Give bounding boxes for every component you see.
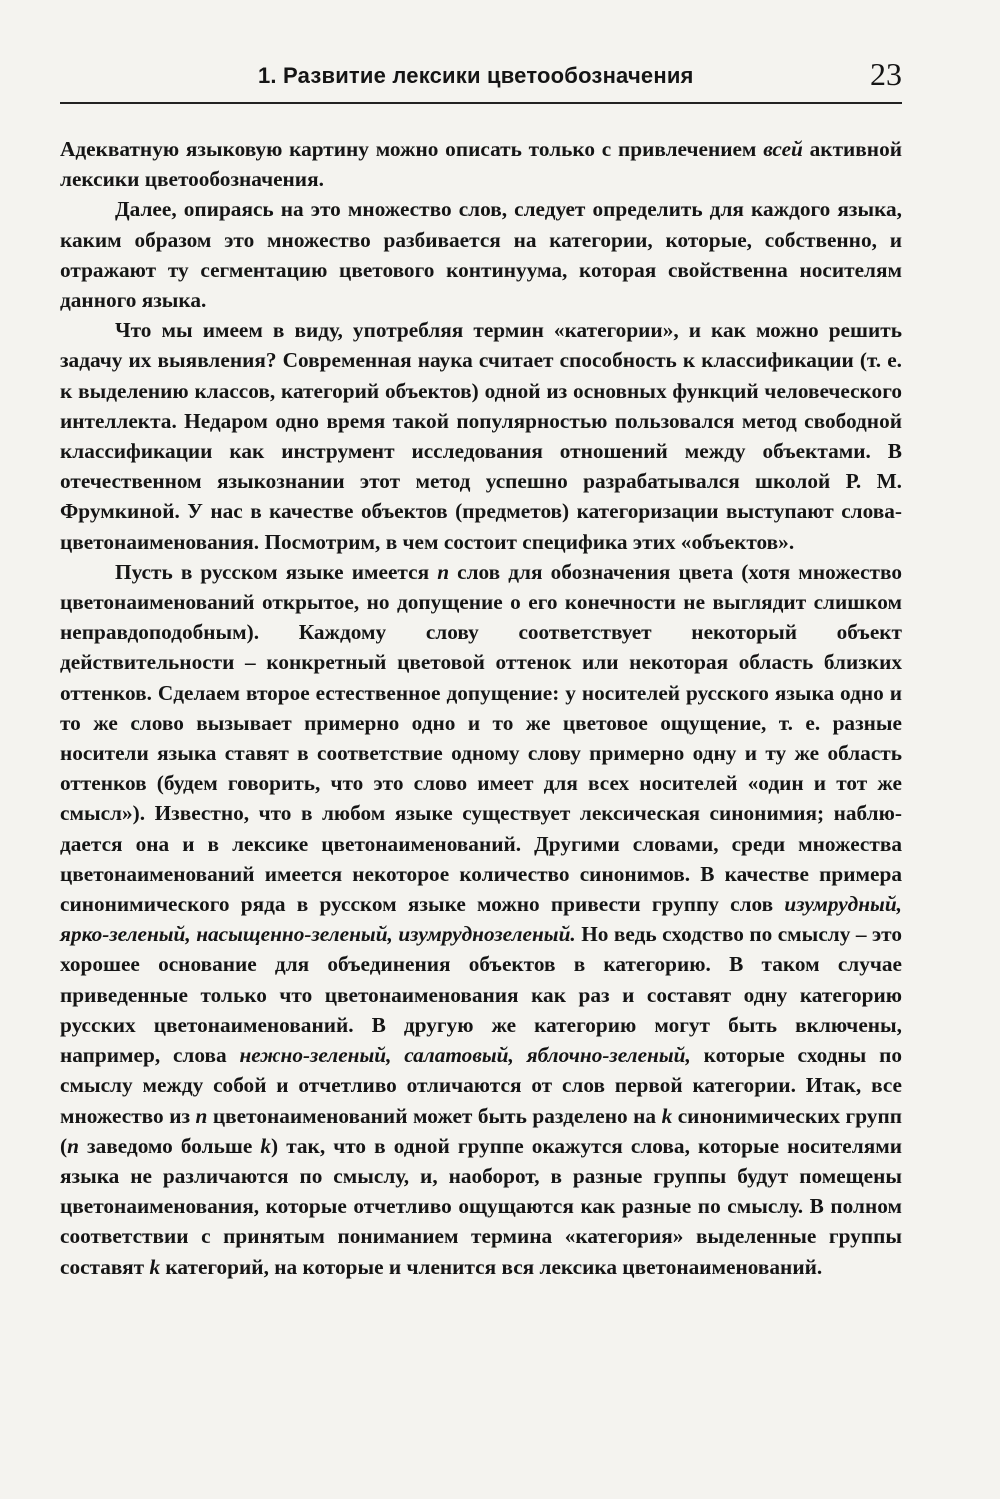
italic-run: n bbox=[67, 1133, 79, 1158]
italic-run: k bbox=[661, 1103, 673, 1128]
text-run: которые сходны по смыслу между собой и отчетливо отличаются от слов первой категории. Итак, все множество из bbox=[60, 1043, 903, 1128]
paragraph bbox=[60, 557, 902, 1282]
italic-run: изумрудный, ярко-зеленый, насыщенно-зеленый, изумруднозеленый. bbox=[60, 892, 902, 947]
paragraph bbox=[60, 315, 902, 557]
book-page bbox=[60, 50, 902, 1282]
body-text bbox=[60, 134, 902, 1282]
text-run: Пусть в русском языке имеется bbox=[115, 559, 438, 584]
italic-run: n bbox=[437, 559, 450, 584]
text-run: ) так, что в одной группе окажутся слова, которые носителями языка не различаются по смыслу, и, наоборот, в разные группы будут помещены цветонаименования, которые отчетливо ощущаются как разные по смыслу. В полном соответствии с принятым пониманием термина «категория» выделенные группы составят bbox=[60, 1133, 902, 1279]
text-run: цветонаименований может быть разделено на bbox=[207, 1103, 662, 1128]
text-run: Но ведь сходство по смыслу – это хорошее основание для объединения объектов в категорию. В таком случае приведенные только что цветонаименования как раз и составят одну категорию русских цветонаименований. В другую же категорию могут быть включены, например, слова bbox=[60, 922, 902, 1068]
text-run: Далее, опираясь на это множество слов, следует определить для каждого языка, каким образом это множество разбивается на категории, которые, собственно, и отражают ту сегментацию цветового континуума, которая свойственна носителям данного языка. bbox=[60, 197, 902, 313]
text-run: Что мы имеем в виду, употребляя термин «категории», и как можно решить задачу их выявления? Современная наука считает способность к классификации (т. е. к выделению классов, категорий объектов) одной из основных функций человеческого интеллекта. Недаром одно время такой популярностью пользовался метод свободной классификации как инструмент исследования отношений между объектами. В отечественном языкознании этот метод успешно разрабатывался школой Р. М. Фрумкиной. У нас в качестве объектов (предметов) категоризации выступают слова-цветонаименования. Посмотрим, в чем состоит специфика этих «объектов». bbox=[60, 318, 902, 554]
text-run: Адекватную языковую картину можно описать только с привлечением bbox=[60, 137, 764, 161]
italic-run: нежно-зеленый, салатовый, яблочно-зеленый, bbox=[239, 1043, 691, 1068]
italic-run: k bbox=[149, 1254, 161, 1279]
text-run: синонимических групп ( bbox=[60, 1103, 902, 1158]
paragraph bbox=[60, 194, 902, 315]
text-run: активной лексики цветообозначения. bbox=[60, 137, 903, 192]
text-run: слов для обозначения цвета (хотя множество цветонаименований открытое, но допущение о его конечности не выглядит слишком неправдоподобным). Каждому слову соответствует некоторый объект действительности – конкретный цветовой оттенок или некоторая область близких оттенков. Сделаем второе естественное допущение: у носителей русского языка одно и то же слово вызывает примерно одно и то же цветовое ощущение, т. е. разные носители языка ставят в соответствие одному слову примерно одну и ту же область оттенков (будем говорить, что это слово имеет для всех носителей «один и тот же смысл»). Известно, что в любом языке существует лексическая синонимия; наблюдается она и в лексике цветонаименований. Другими словами, среди множества цветонаименований имеется некоторое количество синонимов. В качестве примера синонимического ряда в русском языке можно привести группу слов bbox=[60, 559, 902, 917]
italic-run: k bbox=[260, 1133, 272, 1158]
italic-run: n bbox=[195, 1103, 208, 1128]
text-run: категорий, на которые и членится вся лексика цветонаименований. bbox=[160, 1254, 823, 1279]
page-number: 23 bbox=[870, 56, 902, 92]
paragraph bbox=[60, 134, 902, 194]
text-run: заведомо больше bbox=[78, 1133, 261, 1158]
running-header bbox=[60, 50, 902, 104]
italic-run: всей bbox=[763, 137, 803, 161]
chapter-title: 1. Развитие лексики цветообозначения bbox=[258, 63, 694, 88]
